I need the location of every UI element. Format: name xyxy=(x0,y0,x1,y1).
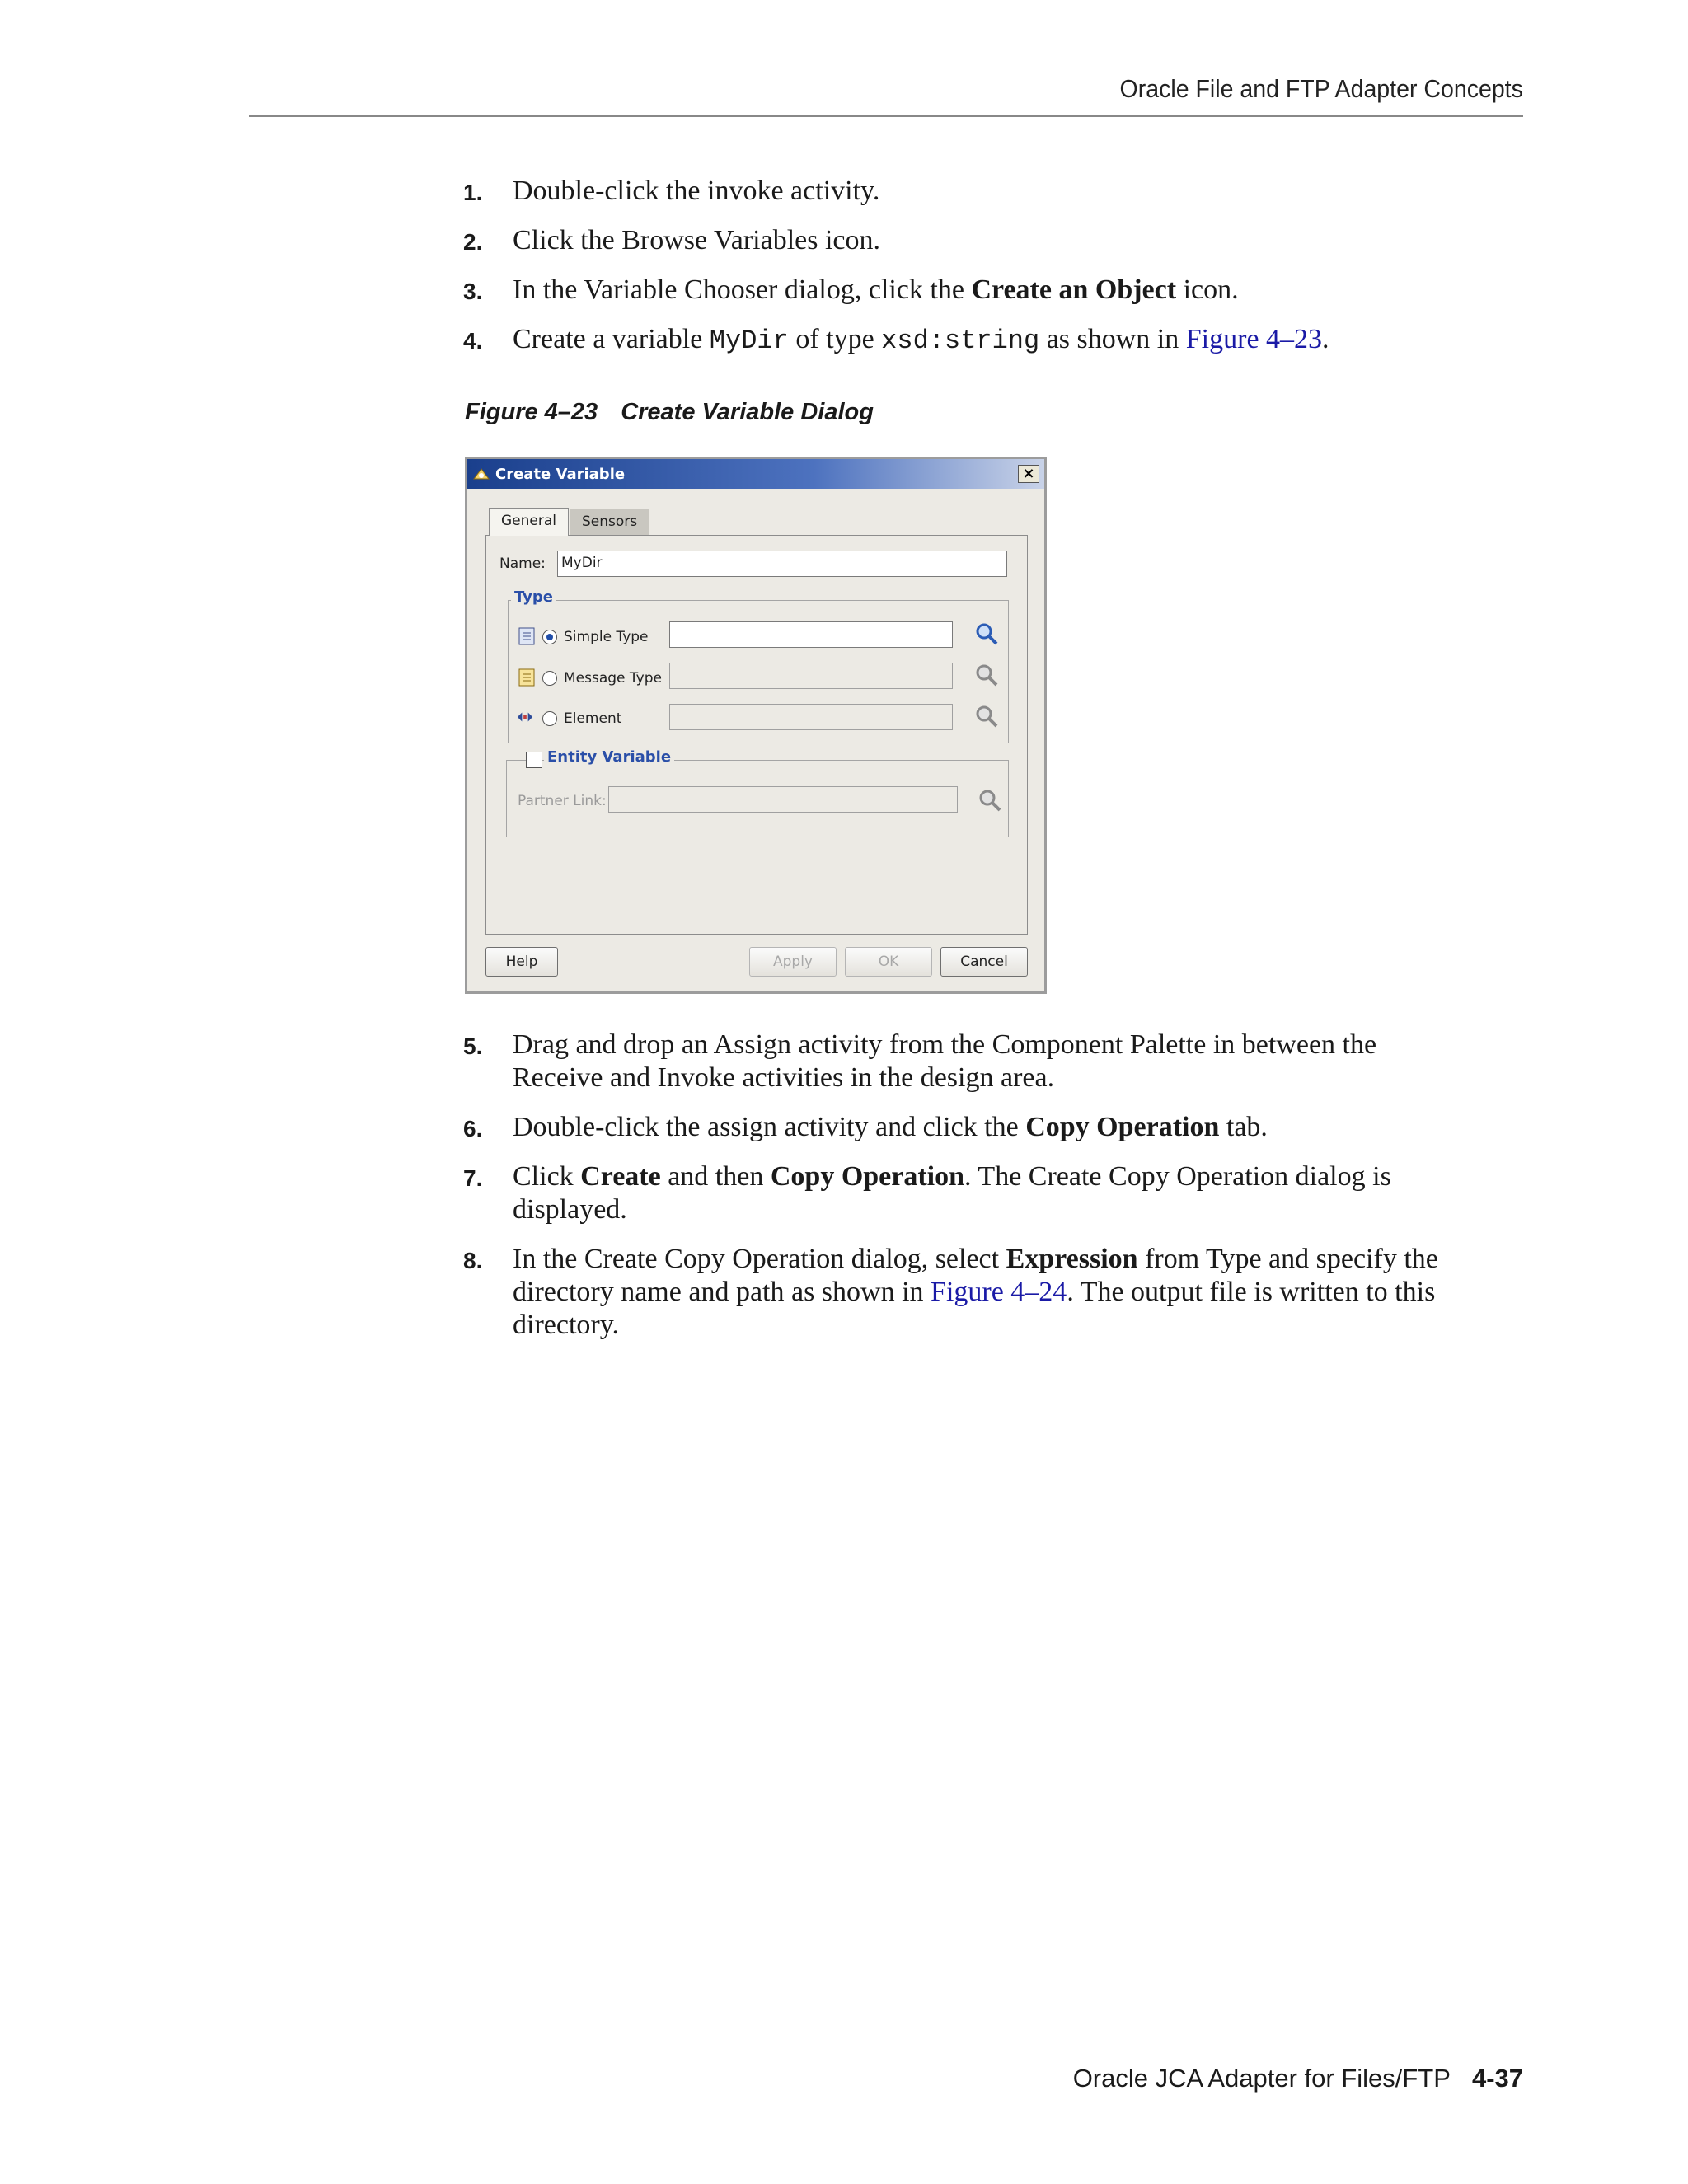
figure-number: Figure 4–23 xyxy=(465,399,598,425)
list-item xyxy=(463,1160,1526,1226)
simple-type-label: Simple Type xyxy=(564,629,649,645)
tab-sensors[interactable]: Sensors xyxy=(570,509,649,535)
step-number: 1. xyxy=(463,180,483,205)
step-number: 3. xyxy=(463,279,483,304)
app-icon xyxy=(472,466,490,482)
list-item xyxy=(463,175,1526,208)
page-footer xyxy=(1073,2064,1523,2093)
step-text: Double-click the invoke activity. xyxy=(513,176,880,206)
step-text: Create a variable MyDir of type xsd:string as shown in Figure 4–23. xyxy=(513,324,1329,356)
step-text: In the Variable Chooser dialog, click the Create an Object icon. xyxy=(513,274,1239,305)
element-label: Element xyxy=(564,710,622,727)
name-field[interactable]: MyDir xyxy=(557,551,1007,577)
list-item xyxy=(463,1111,1526,1144)
search-icon[interactable] xyxy=(974,663,999,687)
simple-type-icon xyxy=(518,626,536,646)
running-header: Oracle File and FTP Adapter Concepts xyxy=(1119,74,1523,103)
partner-link-label: Partner Link: xyxy=(518,793,607,809)
step-number: 5. xyxy=(463,1033,483,1059)
name-label: Name: xyxy=(499,555,546,572)
dialog-titlebar xyxy=(467,459,1044,489)
close-button[interactable]: × xyxy=(1018,465,1039,483)
type-group-label: Type xyxy=(511,588,556,606)
tab-general[interactable]: General xyxy=(489,508,569,536)
simple-type-radio[interactable] xyxy=(542,630,557,644)
element-field[interactable] xyxy=(669,704,953,730)
figure-title: Create Variable Dialog xyxy=(621,399,874,425)
element-icon xyxy=(516,707,534,727)
general-tab-panel xyxy=(485,535,1028,935)
header-divider xyxy=(249,115,1523,117)
message-type-label: Message Type xyxy=(564,670,662,687)
step-text: Click the Browse Variables icon. xyxy=(513,225,881,255)
entity-variable-label: Entity Variable xyxy=(544,748,674,766)
message-type-field[interactable] xyxy=(669,663,953,689)
ok-button[interactable]: OK xyxy=(845,947,932,977)
step-number: 4. xyxy=(463,328,483,354)
step-number: 7. xyxy=(463,1165,483,1191)
figure-link[interactable]: Figure 4–24 xyxy=(931,1277,1067,1307)
help-button[interactable]: Help xyxy=(485,947,558,977)
list-item xyxy=(463,224,1526,257)
step-text: Double-click the assign activity and click the Copy Operation tab. xyxy=(513,1112,1268,1142)
code-variable-name: MyDir xyxy=(709,326,789,356)
search-icon[interactable] xyxy=(974,621,999,646)
book-title: Oracle JCA Adapter for Files/FTP xyxy=(1072,2064,1451,2093)
partner-link-field[interactable] xyxy=(608,786,958,813)
element-radio[interactable] xyxy=(542,711,557,726)
list-item xyxy=(463,1029,1526,1094)
figure-link[interactable]: Figure 4–23 xyxy=(1185,324,1323,354)
code-type-name: xsd:string xyxy=(881,326,1040,356)
figure-caption xyxy=(465,399,874,426)
simple-type-field[interactable] xyxy=(669,621,953,648)
page-number: 4-37 xyxy=(1471,2064,1523,2093)
step-number: 8. xyxy=(463,1248,483,1273)
dialog-title: Create Variable xyxy=(495,466,626,483)
apply-button[interactable]: Apply xyxy=(749,947,837,977)
list-item xyxy=(463,274,1526,307)
step-text: Click Create and then Copy Operation. The Create Copy Operation dialog is displayed. xyxy=(513,1161,1391,1225)
step-number: 6. xyxy=(463,1116,483,1141)
list-item xyxy=(463,323,1526,358)
step-text: In the Create Copy Operation dialog, select Expression from Type and specify the directory name and path as shown in Figure 4–24. The output file is written to this directory. xyxy=(513,1244,1438,1340)
step-text: Drag and drop an Assign activity from the Component Palette in between the Receive and Invoke activities in the design area. xyxy=(513,1029,1377,1093)
entity-variable-checkbox[interactable] xyxy=(526,752,542,768)
step-number: 2. xyxy=(463,229,483,255)
message-type-radio[interactable] xyxy=(542,671,557,686)
search-icon[interactable] xyxy=(974,704,999,729)
message-type-icon xyxy=(518,668,536,687)
create-variable-dialog xyxy=(465,457,1047,994)
search-icon[interactable] xyxy=(978,788,1002,813)
cancel-button[interactable]: Cancel xyxy=(940,947,1028,977)
list-item xyxy=(463,1243,1526,1342)
